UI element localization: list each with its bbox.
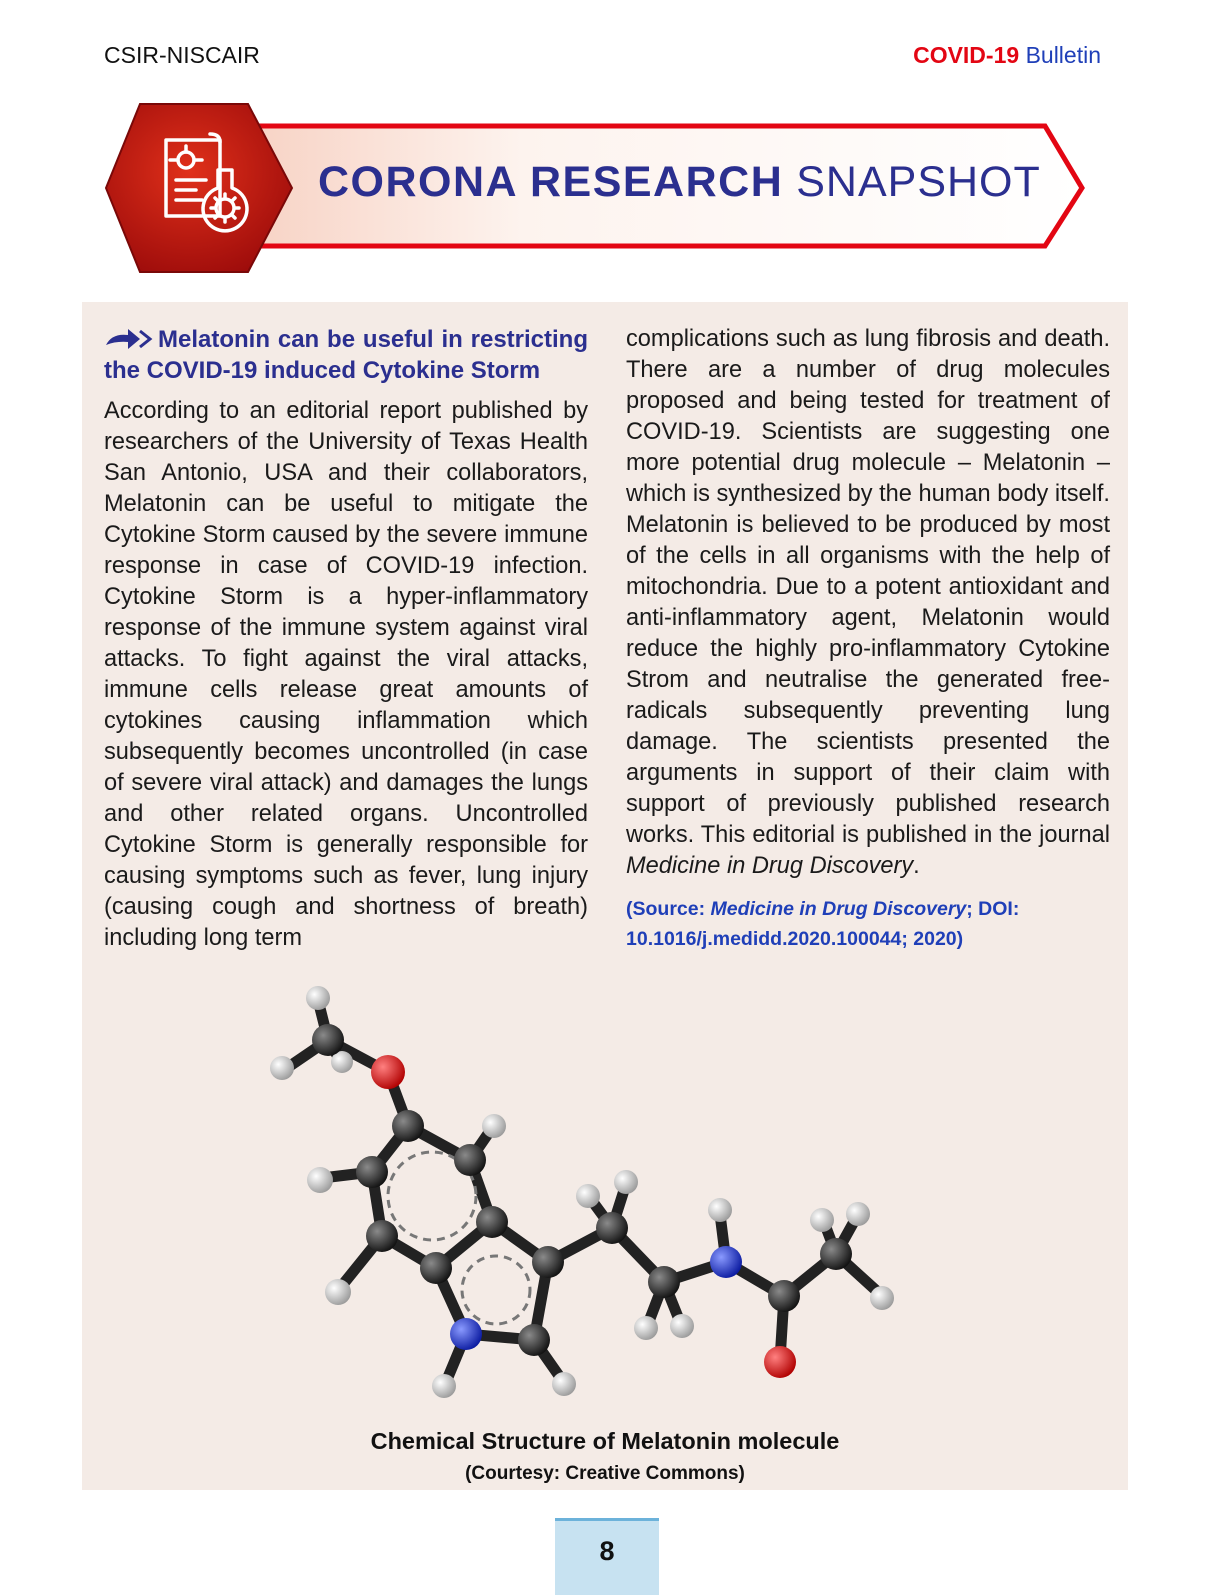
article-body-right — [626, 324, 1110, 882]
source-prefix: (Source: — [626, 898, 711, 920]
article-body-left: According to an editorial report published by researchers of the University of Texas Health San Antonio, USA and their collaborators, Melatonin can be useful to mitigate the Cytokine Storm caused by the severe immune response in case of COVID-19 infection. Cytokine Storm is a hyper-inflammatory response of the immune system against viral attacks. To fight against the viral attacks, immune cells release great amounts of cytokines causing inflammation which subsequently becomes uncontrolled (in case of severe viral attack) and damages the lungs and other related organs. Uncontrolled Cytokine Storm is generally responsible for causing symptoms such as fever, lung injury (causing cough and shortness of breath) including long term — [104, 398, 588, 951]
figure-caption: Chemical Structure of Melatonin molecule — [370, 1428, 840, 1454]
publisher-name: CSIR-NISCAIR — [104, 42, 260, 68]
section-banner — [100, 96, 1110, 286]
article-right-column — [626, 324, 1110, 954]
bulletin-title — [913, 42, 1101, 69]
source-citation — [626, 894, 1110, 954]
article-headline-text: Melatonin can be useful in restricting the COVID-19 induced Cytokine Storm — [104, 326, 588, 384]
banner-title — [318, 158, 1041, 207]
article-left-column — [104, 324, 588, 954]
banner-title-light: SNAPSHOT — [796, 158, 1041, 206]
banner-title-bold: CORONA RESEARCH — [318, 158, 784, 206]
sentence-end: . — [913, 853, 920, 879]
bulletin-title-highlight: COVID-19 — [913, 42, 1020, 68]
page-number: 8 — [555, 1518, 659, 1595]
figure-courtesy: (Courtesy: Creative Commons) — [465, 1463, 745, 1484]
source-journal: Medicine in Drug Discovery — [710, 898, 967, 920]
article-headline — [104, 324, 588, 386]
source-suffix: ; DOI: 10.1016/j.medidd.2020.100044; 2020) — [626, 898, 1020, 950]
arrow-right-icon — [104, 327, 156, 351]
article-body-right-text: complications such as lung fibrosis and death. There are a number of drug molecules proposed and being tested for treatment of COVID-19. Scientists are suggesting one more potential drug molecule – Melatonin – which is synthesized by the human body itself. Melatonin is believed to be produced by most of the cells in all organisms with the help of mitochondria. Due to a potent antioxidant and anti-inflammatory agent, Melatonin would reduce the highly pro-inflammatory Cytokine Strom and neutralise the generated free-radicals subsequently preventing lung damage. The scientists presented the arguments in support of their claim with support of previously published research works. This editorial is published in the journal — [626, 326, 1110, 848]
bulletin-title-rest: Bulletin — [1025, 42, 1101, 68]
journal-name: Medicine in Drug Discovery — [626, 853, 914, 879]
melatonin-molecule-image — [256, 978, 916, 1418]
